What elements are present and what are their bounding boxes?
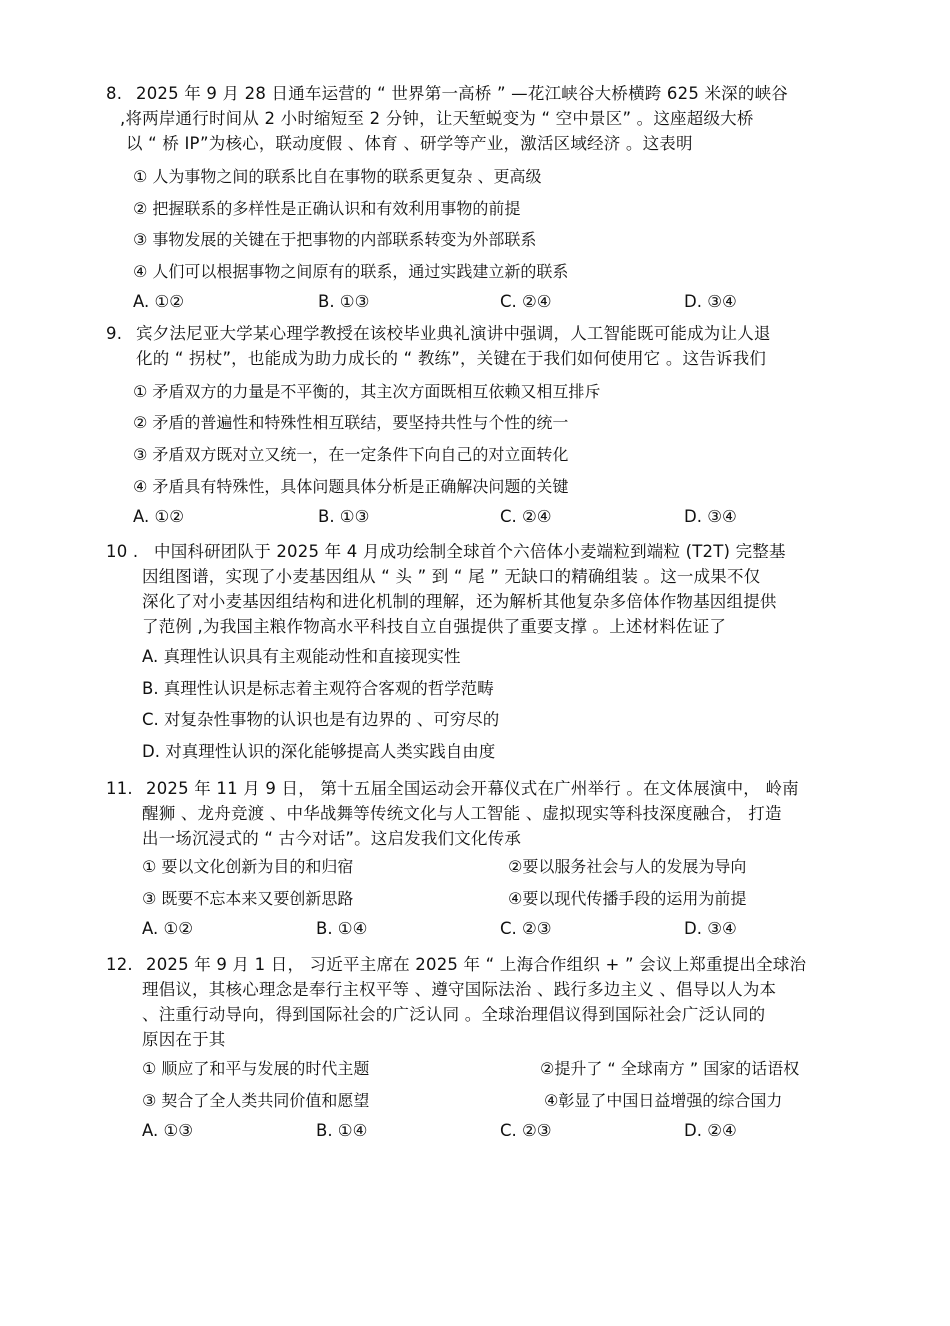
choice-d[interactable]: D. 对真理性认识的深化能够提高人类实践自由度 (142, 742, 496, 761)
choice-c[interactable]: C. ②④ (500, 292, 552, 311)
statement: ④要以现代传播手段的运用为前提 (508, 889, 747, 908)
choice-a[interactable]: A. 真理性认识具有主观能动性和直接现实性 (142, 647, 461, 666)
stem-line: 醒狮 、龙舟竞渡 、中华战舞等传统文化与人工智能 、虚拟现实等科技深度融合， 打造 (142, 804, 782, 823)
statement: ③ 既要不忘本来又要创新思路 (142, 889, 354, 908)
stem-line: 深化了对小麦基因组结构和进化机制的理解，还为解析其他复杂多倍体作物基因组提供 (142, 592, 777, 611)
stem-line: 因组图谱，实现了小麦基因组从 “ 头 ” 到 “ 尾 ” 无缺口的精确组装 。这一成果不仅 (142, 567, 761, 586)
choice-c[interactable]: C. ②④ (500, 507, 552, 526)
stem-line: 中国科研团队于 2025 年 4 月成功绘制全球首个六倍体小麦端粒到端粒 (T2T) 完整基 (154, 542, 786, 561)
choice-d[interactable]: D. ②④ (684, 1121, 737, 1140)
statement: ②提升了 “ 全球南方 ” 国家的话语权 (540, 1059, 800, 1078)
question-number: 11. (106, 779, 133, 798)
choice-b[interactable]: B. ①③ (318, 507, 370, 526)
stem-line: 以 “ 桥 IP”为核心，联动度假 、体育 、研学等产业，激活区域经济 。这表明 (126, 134, 693, 153)
choice-b[interactable]: B. 真理性认识是标志着主观符合客观的哲学范畴 (142, 679, 494, 698)
choice-d[interactable]: D. ③④ (684, 919, 737, 938)
stem-line: 理倡议，其核心理念是奉行主权平等 、遵守国际法治 、践行多边主义 、倡导以人为本 (142, 980, 777, 999)
choice-a[interactable]: A. ①③ (142, 1121, 194, 1140)
stem-line: 出一场沉浸式的 “ 古今对话”。这启发我们文化传承 (142, 829, 522, 848)
choice-b[interactable]: B. ①④ (316, 1121, 368, 1140)
statement: ① 要以文化创新为目的和归宿 (142, 857, 354, 876)
choice-a[interactable]: A. ①② (133, 507, 185, 526)
question-number: 10 . (106, 542, 139, 561)
stem-line: 原因在于其 (142, 1030, 226, 1049)
stem-line: ,将两岸通行时间从 2 小时缩短至 2 分钟，让天堑蜕变为 “ 空中景区” 。这座超级大桥 (120, 109, 754, 128)
statement: ① 顺应了和平与发展的时代主题 (142, 1059, 370, 1078)
choice-b[interactable]: B. ①④ (316, 919, 368, 938)
statement: ④ 人们可以根据事物之间原有的联系，通过实践建立新的联系 (133, 262, 569, 281)
question-number: 9. (106, 324, 123, 343)
choice-c[interactable]: C. ②③ (500, 919, 552, 938)
stem-line: 2025 年 9 月 1 日， 习近平主席在 2025 年 “ 上海合作组织 + ” 会议上郑重提出全球治 (146, 955, 807, 974)
choice-b[interactable]: B. ①③ (318, 292, 370, 311)
choice-a[interactable]: A. ①② (133, 292, 185, 311)
statement: ③ 事物发展的关键在于把事物的内部联系转变为外部联系 (133, 230, 537, 249)
statement: ② 把握联系的多样性是正确认识和有效利用事物的前提 (133, 199, 521, 218)
stem-line: 化的 “ 拐杖”，也能成为助力成长的 “ 教练”，关键在于我们如何使用它 。这告诉我们 (136, 349, 767, 368)
choice-a[interactable]: A. ①② (142, 919, 194, 938)
stem-line: 了范例 ,为我国主粮作物高水平科技自立自强提供了重要支撑 。上述材料佐证了 (142, 617, 727, 636)
question-number: 8. (106, 84, 123, 103)
statement: ④ 矛盾具有特殊性，具体问题具体分析是正确解决问题的关键 (133, 477, 569, 496)
statement: ③ 契合了全人类共同价值和愿望 (142, 1091, 370, 1110)
choice-d[interactable]: D. ③④ (684, 507, 737, 526)
statement: ③ 矛盾双方既对立又统一，在一定条件下向自己的对立面转化 (133, 445, 569, 464)
statement: ④彰显了中国日益增强的综合国力 (544, 1091, 783, 1110)
choice-d[interactable]: D. ③④ (684, 292, 737, 311)
choice-c[interactable]: C. ②③ (500, 1121, 552, 1140)
stem-line: 宾夕法尼亚大学某心理学教授在该校毕业典礼演讲中强调，人工智能既可能成为让人退 (136, 324, 771, 343)
question-number: 12. (106, 955, 133, 974)
stem-line: 、注重行动导向，得到国际社会的广泛认同 。全球治理倡议得到国际社会广泛认同的 (142, 1005, 766, 1024)
stem-line: 2025 年 9 月 28 日通车运营的 “ 世界第一高桥 ” —花江峡谷大桥横跨 625 米深的峡谷 (136, 84, 788, 103)
choice-c[interactable]: C. 对复杂性事物的认识也是有边界的 、可穷尽的 (142, 710, 500, 729)
statement: ① 人为事物之间的联系比自在事物的联系更复杂 、更高级 (133, 167, 542, 186)
statement: ②要以服务社会与人的发展为导向 (508, 857, 747, 876)
stem-line: 2025 年 11 月 9 日， 第十五届全国运动会开幕仪式在广州举行 。在文体展演中， 岭南 (146, 779, 799, 798)
statement: ② 矛盾的普遍性和特殊性相互联结，要坚持共性与个性的统一 (133, 413, 569, 432)
statement: ① 矛盾双方的力量是不平衡的，其主次方面既相互依赖又相互排斥 (133, 382, 601, 401)
